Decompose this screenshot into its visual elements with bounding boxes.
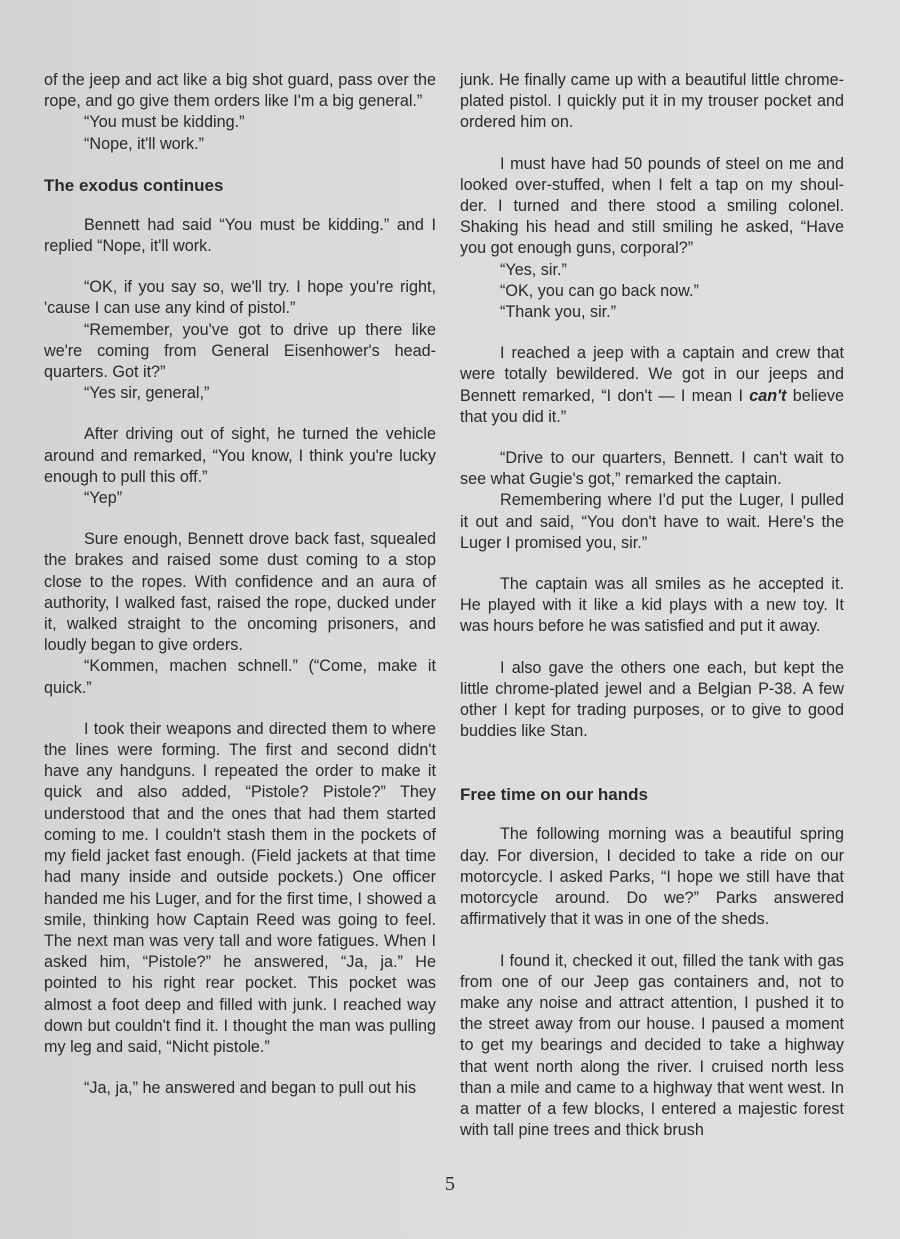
dialogue-line: “You must be kidding.” [84,113,245,132]
dialogue-line: “Yes sir, general,” [84,384,210,403]
paragraph: I also gave the others one each, but kept the little chrome-plated jewel and a Belgian P-38. A few other I kept for trading purposes, or to give to good buddies like Stan. [460,658,844,741]
section-heading-free-time: Free time on our hands [460,785,648,805]
paragraph: Sure enough, Bennett drove back fast, squealed the brakes and raised some dust coming to a stop close to the ropes. With confidence and an aura of authority, I walked fast, raised the rope, ducked under it, walked straight to the oncoming prisoners, and loudly began to give orders. [44,530,436,655]
paragraph: “Ja, ja,” he answered and began to pull out his [84,1079,417,1098]
left-column [44,70,436,1099]
paragraph: I took their weapons and directed them to where the lines were forming. The first and second didn't have any handguns. I repeated the order to make it quick and also added, “Pistole? Pistole?” They understood that and the ones that had them started coming to me. I couldn't stash them in the pockets of my field jacket fast enough. (Field jackets at that time had many inside and outside pockets.) One officer handed me his Luger, and for the first time, I showed a smile, thinking how Captain Reed was going to feel. The next man was very tall and wore fatigues. When I asked him, “Pistole?” he answered, “Ja, ja.” He pointed to his right rear pocket. This pocket was almost a foot deep and filled with junk. I reached way down but couldn't find it. I thought the man was pulling my leg and said, “Nicht pistole.” [44,719,436,1056]
paragraph: After driving out of sight, he turned the vehicle around and remarked, “You know, I think you're lucky enough to pull this off.” [44,425,436,486]
dialogue-line: “Thank you, sir.” [500,303,617,322]
dialogue-line: “Nope, it'll work.” [84,134,205,153]
paragraph [460,343,844,428]
paragraph: “Kommen, machen schnell.” (“Come, make it quick.” [44,657,436,697]
paragraph: “Drive to our quarters, Bennett. I can't wait to see what Gugie's got,” remarked the captain. [460,449,844,489]
dialogue-line: “Yep” [84,489,123,508]
paragraph: I must have had 50 pounds of steel on me and looked over-stuffed, when I felt a tap on my shoul-der. I turned and there stood a smiling colonel. Shaking his head and still smiling he asked, “Have you got enough guns, corporal?” [460,154,844,258]
dialogue-line: “OK, you can go back now.” [500,281,699,300]
paragraph: The captain was all smiles as he accepted it. He played with it like a kid plays with a new toy. It was hours before he was satisfied and put it away. [460,575,844,636]
paragraph: Bennett had said “You must be kidding.” and I replied “Nope, it'll work. [44,215,436,256]
paragraph: The following morning was a beautiful spring day. For diversion, I decided to take a ride on our motorcycle. I asked Parks, “I hope we still have that motorcycle around. Do we?” Parks answered affirmatively that it was in one of the sheds. [460,825,844,929]
right-column [460,70,844,1141]
emphasis-text: can't [749,386,787,405]
page-number: 5 [445,1173,455,1195]
text-run: believe that you did it.” [460,386,845,426]
paragraph: I found it, checked it out, filled the tank with gas from one of our Jeep gas containers and, not to make any noise and attract attention, I pushed it to the street away from our house. I paused a moment to get my bearings and decided to take a highway that went north along the river. I cruised north less than a mile and came to a highway that went west. In a matter of a few blocks, I entered a majestic forest with tall pine trees and thick brush [460,951,844,1140]
dialogue-line: “Yes, sir.” [500,260,567,279]
paragraph: junk. He finally came up with a beautiful little chrome-plated pistol. I quickly put it in my trouser pocket and ordered him on. [460,71,844,132]
paragraph: of the jeep and act like a big shot guard, pass over the rope, and go give them orders like I'm a big general.” [44,71,436,111]
paragraph: Remembering where I'd put the Luger, I pulled it out and said, “You don't have to wait. Here's the Luger I promised you, sir.” [460,491,844,552]
paragraph: “Remember, you've got to drive up there like we're coming from General Eisenhower's head-quarters. Got it?” [44,320,436,382]
section-heading-exodus: The exodus continues [44,175,224,195]
paragraph: “OK, if you say so, we'll try. I hope you're right, 'cause I can use any kind of pistol.” [44,278,436,318]
text-run: I reached a jeep with a captain and crew that were totally bewildered. We got in our jeeps and Bennett remarked, “I don't — I mean I [460,344,844,405]
